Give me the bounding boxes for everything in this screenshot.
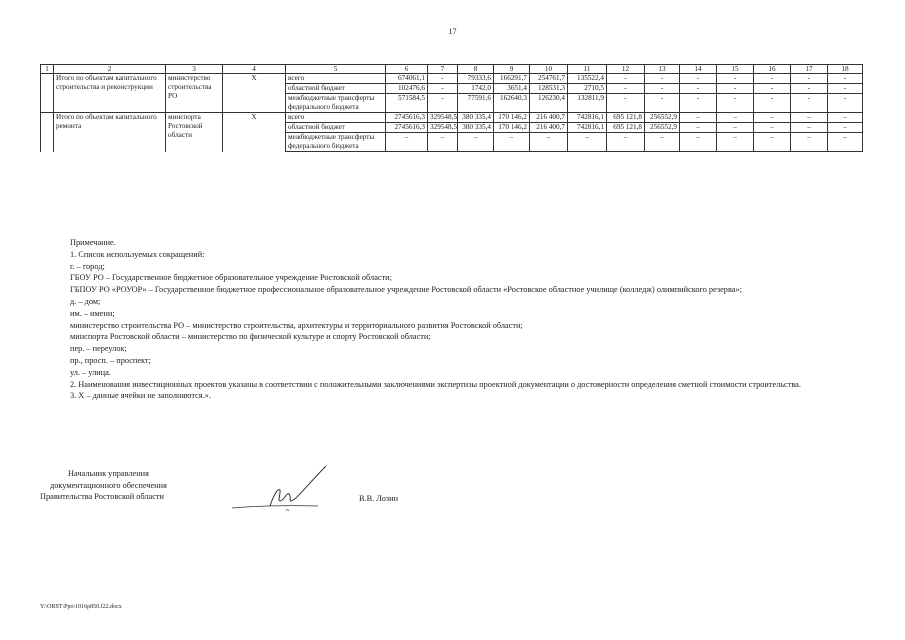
value-cell: – [568,133,607,152]
source-label-cell: областной бюджет [286,123,386,133]
value-cell: – [754,123,791,133]
source-label-cell: межбюджетные трансферты федерального бюджета [286,94,386,113]
value-cell: - [645,74,680,84]
abbreviation-line: г. – город; [70,261,105,271]
value-cell: 1742,0 [458,84,494,94]
value-cell: 135522,4 [568,74,607,84]
value-cell: – [717,123,754,133]
value-cell: 102476,6 [386,84,428,94]
value-cell: 2745616,3 [386,123,428,133]
value-cell: - [680,84,717,94]
value-cell: - [680,94,717,113]
value-cell: 162640,3 [494,94,530,113]
source-label-cell: областной бюджет [286,84,386,94]
header-cell: 16 [754,65,791,74]
value-cell: 170 146,2 [494,123,530,133]
value-cell: - [828,94,863,113]
notes-title: Примечание. [70,238,116,247]
value-cell: 742816,1 [568,123,607,133]
value-cell: – [791,133,828,152]
value-cell: – [717,133,754,152]
signer-title-line-1: Начальник управления [68,469,149,478]
value-cell: 571584,5 [386,94,428,113]
row-number-cell [41,113,54,152]
budget-table [40,64,863,152]
row-number-cell [41,74,54,113]
value-cell: 126230,4 [530,94,568,113]
value-cell: 254761,7 [530,74,568,84]
value-cell: - [754,74,791,84]
value-cell: - [607,84,645,94]
value-cell: – [754,133,791,152]
value-cell: – [428,133,458,152]
notes-item-1: 1. Список используемых сокращений: [70,249,205,259]
header-cell: 9 [494,65,530,74]
mark-cell: Х [223,74,286,113]
value-cell: - [791,84,828,94]
mark-cell: Х [223,113,286,152]
value-cell: – [607,133,645,152]
value-cell: - [717,94,754,113]
value-cell: - [717,74,754,84]
value-cell: - [428,84,458,94]
value-cell: 77591,6 [458,94,494,113]
header-cell: 13 [645,65,680,74]
header-cell: 12 [607,65,645,74]
header-cell: 15 [717,65,754,74]
abbreviation-line: ГБОУ РО – Государственное бюджетное образовательное учреждение Ростовской области; [70,273,392,283]
value-cell: – [494,133,530,152]
header-cell: 7 [428,65,458,74]
value-cell: – [458,133,494,152]
table-header-row [41,65,863,74]
header-cell: 18 [828,65,863,74]
abbreviation-line: им. – имени; [70,308,115,318]
value-cell: - [607,94,645,113]
value-cell: – [717,113,754,123]
value-cell: 695 121,8 [607,113,645,123]
value-cell: 329548,5 [428,113,458,123]
header-cell: 4 [223,65,286,74]
value-cell: - [645,84,680,94]
header-cell: 3 [166,65,223,74]
header-cell: 10 [530,65,568,74]
header-cell: 5 [286,65,386,74]
value-cell: - [428,94,458,113]
value-cell: - [791,94,828,113]
value-cell: 674061,1 [386,74,428,84]
table-row [41,113,863,123]
value-cell: 329548,5 [428,123,458,133]
value-cell: 79333,6 [458,74,494,84]
group-name-cell: Итого по объектам капитального ремонта [54,113,166,152]
value-cell: - [680,74,717,84]
page-number: 17 [448,27,457,36]
value-cell: – [828,123,863,133]
value-cell: 170 146,2 [494,113,530,123]
notes-item-2: 2. Наименования инвестиционных проектов указаны в соответствии с положительными заключениями экспертизы проектной документации о достоверности определения сметной стоимости строительства. [70,379,801,389]
value-cell: – [386,133,428,152]
value-cell: 2710,5 [568,84,607,94]
abbreviation-line: д. – дом; [70,296,101,306]
value-cell: - [828,74,863,84]
value-cell: – [828,113,863,123]
value-cell: - [791,74,828,84]
signer-title-line-3: Правительства Ростовской области [40,492,164,501]
header-cell: 1 [41,65,54,74]
value-cell: – [645,133,680,152]
value-cell: – [754,113,791,123]
value-cell: 695 121,8 [607,123,645,133]
value-cell: - [828,84,863,94]
ministry-cell: минспорта Ростовской области [166,113,223,152]
header-cell: 14 [680,65,717,74]
source-label-cell: всего [286,113,386,123]
value-cell: - [607,74,645,84]
value-cell: - [717,84,754,94]
header-cell: 11 [568,65,607,74]
value-cell: 380 335,4 [458,123,494,133]
value-cell: - [754,84,791,94]
value-cell: – [791,113,828,123]
value-cell: – [530,133,568,152]
header-cell: 8 [458,65,494,74]
group-name-cell: Итого по объектам капитального строительства и реконструкции [54,74,166,113]
signer-name: В.В. Лозин [359,494,399,503]
value-cell: – [828,133,863,152]
value-cell: – [791,123,828,133]
handwritten-signature-icon [226,462,336,520]
ministry-cell: министерство строительства РО [166,74,223,113]
value-cell: - [645,94,680,113]
value-cell: 380 335,4 [458,113,494,123]
signer-title-line-2: документационного обеспечения [50,480,167,490]
header-cell: 6 [386,65,428,74]
abbreviation-line: министерство строительства РО – министерство строительства, архитектуры и территориального развития Ростовской области; [70,320,523,330]
notes-item-3: 3. Х – данные ячейки не заполняются.». [70,391,211,401]
abbreviation-line: пр., просп. – проспект; [70,355,151,365]
abbreviation-line: пер. – переулок; [70,344,127,354]
value-cell: – [680,133,717,152]
notes-section [40,237,862,402]
value-cell: 166291,7 [494,74,530,84]
abbreviation-line: ул. – улица. [70,367,111,377]
signature-block [40,468,167,503]
header-cell: 17 [791,65,828,74]
abbreviation-line: минспорта Ростовской области – министерство по физической культуре и спорту Ростовской области; [70,332,431,342]
value-cell: 216 400,7 [530,123,568,133]
value-cell: 216 400,7 [530,113,568,123]
source-label-cell: межбюджетные трансферты федерального бюджета [286,133,386,152]
value-cell: - [754,94,791,113]
file-path-footer: Y:\ORST\Ppo\1016p850.f22.docx [40,604,122,610]
value-cell: 2745616,3 [386,113,428,123]
value-cell: – [680,123,717,133]
value-cell: 128531,3 [530,84,568,94]
value-cell: 3651,4 [494,84,530,94]
value-cell: - [428,74,458,84]
header-cell: 2 [54,65,166,74]
value-cell: 742816,1 [568,113,607,123]
value-cell: – [680,113,717,123]
table-row [41,74,863,84]
value-cell: 256552,9 [645,113,680,123]
value-cell: 256552,9 [645,123,680,133]
value-cell: 132811,9 [568,94,607,113]
source-label-cell: всего [286,74,386,84]
abbreviation-line: ГБПОУ РО «РОУОР» – Государственное бюджетное профессиональное образовательное учреждение Ростовской области «Ростовское областное училище (колледж) олимпийского резерва»; [70,285,742,295]
